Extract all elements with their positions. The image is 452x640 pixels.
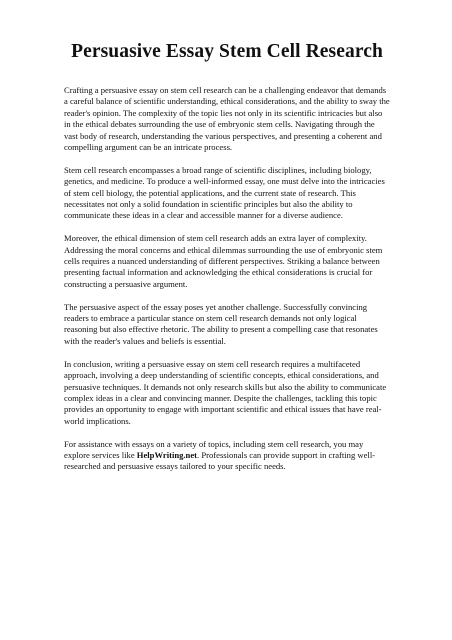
paragraph-conclusion: In conclusion, writing a persuasive essay on stem cell research requires a multifaceted approach, involving a deep understanding of scientific concepts, ethical considerations, and persuasive techniques. It demands not only research skills but also the ability to communicate complex ideas in a clear and convincing manner. Despite the challenges, tackling this topic provides an opportunity to engage with important scientific and ethical issues that have real-world implications. — [64, 358, 387, 426]
page-title: Persuasive Essay Stem Cell Research — [71, 41, 383, 62]
paragraph-persuasion: The persuasive aspect of the essay poses yet another challenge. Successfully convincing readers to embrace a particular stance on stem cell research demands not only logical reasoning but also effective rhetoric. The ability to present a compelling case that resonates with the reader's values and beliefs is essential. — [64, 301, 378, 346]
brand-name: HelpWriting.net — [136, 449, 198, 460]
paragraph-disciplines: Stem cell research encompasses a broad range of scientific disciplines, including biology, genetics, and medicine. To produce a well-informed essay, one must delve into the intricacies of stem cell biology, the potential applications, and the current state of research. This necessitates not only a solid foundation in scientific principles but also the ability to communicate these ideas in a clear and accessible manner for a diverse audience. — [64, 164, 385, 221]
paragraph-closing — [64, 439, 390, 473]
paragraph-ethics: Moreover, the ethical dimension of stem cell research adds an extra layer of complexity. Addressing the moral concerns and ethical dilemmas surrounding the use of embryonic stem cells requires a nuanced understanding of different perspectives. Striking a balance between presenting factual information and acknowledging the ethical considerations is crucial for constructing a persuasive argument. — [64, 233, 383, 289]
closing-text-after: . Professionals can provide support in crafting well-researched and persuasive essays tailored to your specific needs. — [64, 449, 376, 472]
paragraph-intro: Crafting a persuasive essay on stem cell research can be a challenging endeavor that demands a careful balance of scientific understanding, ethical considerations, and the ability to sway the reader's opinion. The complexity of the topic lies not only in its scientific intricacies but also in the ethical debates surrounding the use of embryonic stem cells. Navigating through the vast body of research, understanding the various perspectives, and presenting a coherent and compelling argument can be an intricate process. — [64, 85, 390, 153]
closing-text-before: For assistance with essays on a variety of topics, including stem cell research, you may explore services like — [64, 438, 364, 460]
